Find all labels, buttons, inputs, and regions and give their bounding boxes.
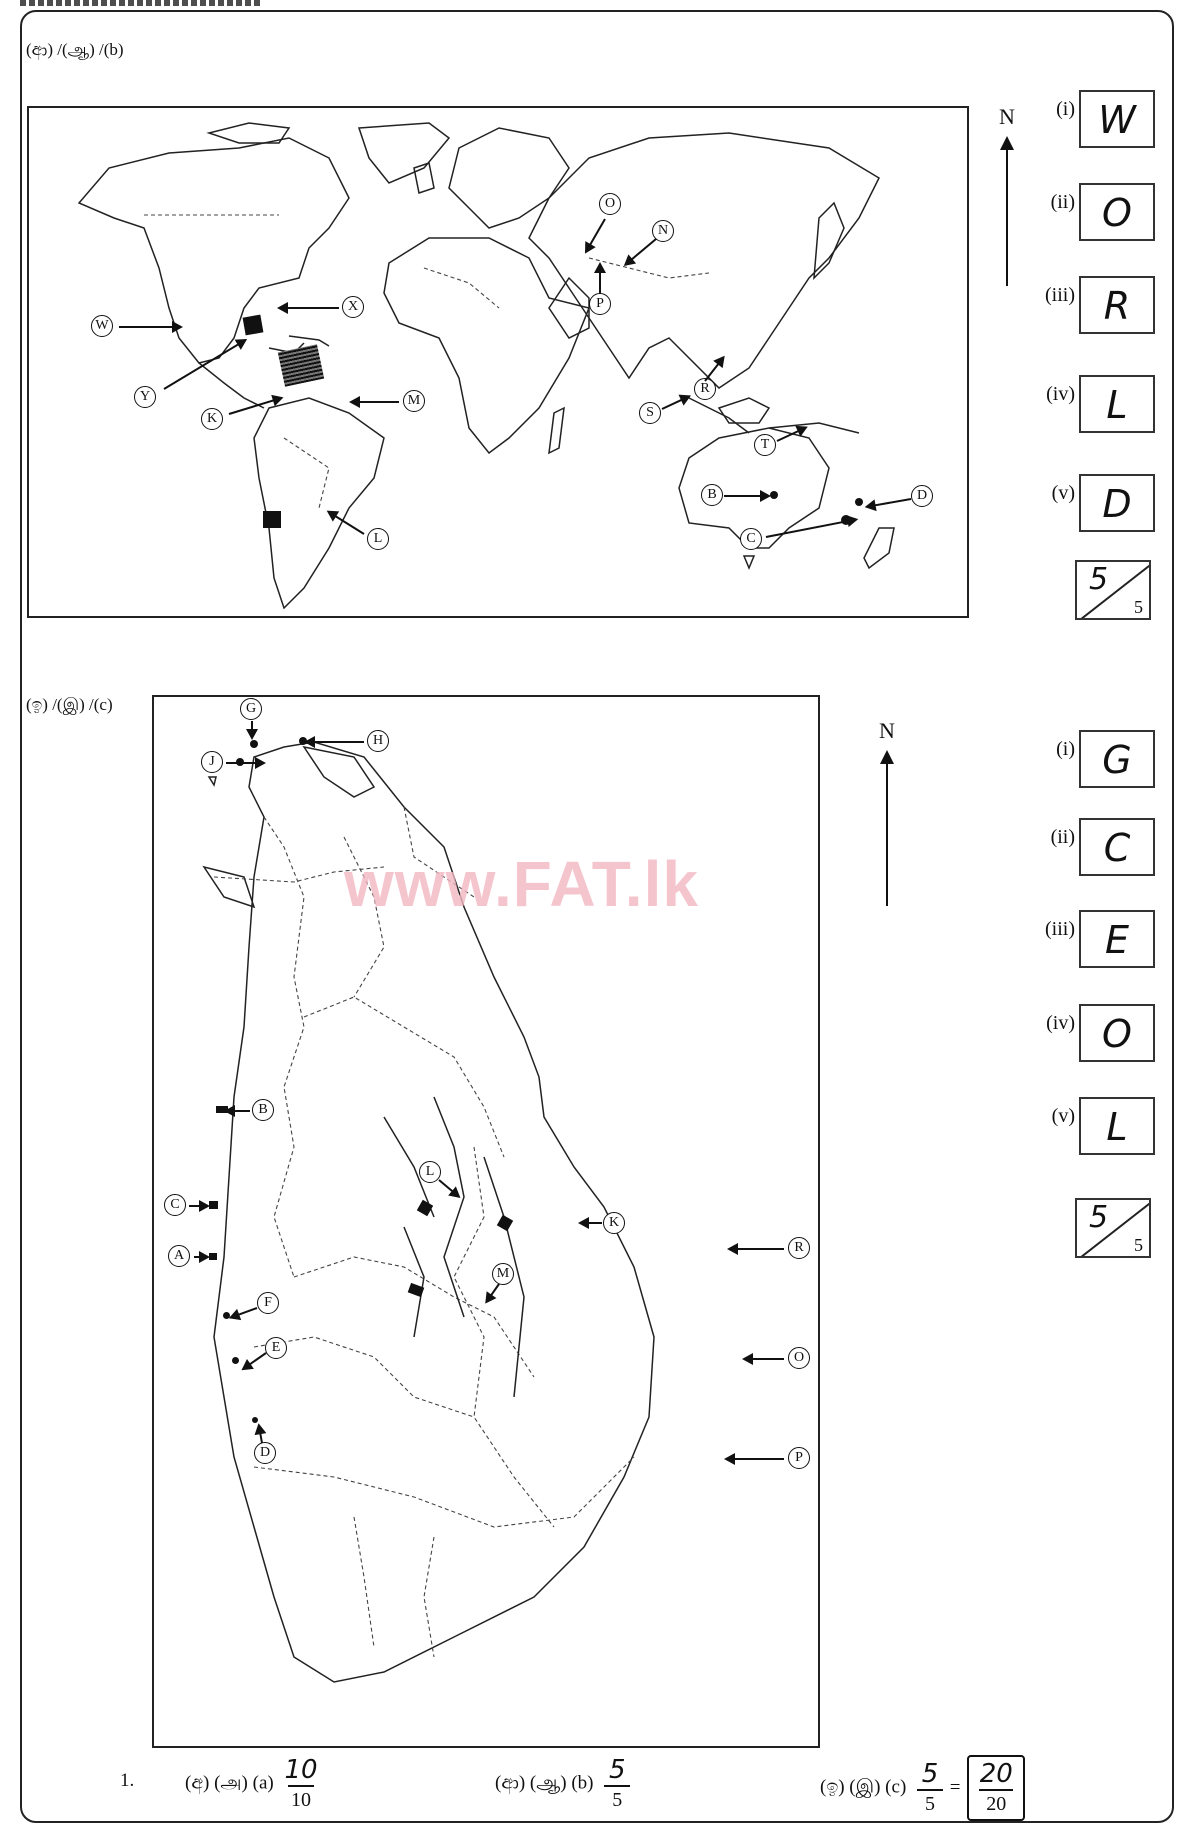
lk-label-f: F (257, 1292, 279, 1314)
lk-label-k: K (603, 1212, 625, 1234)
lk-label-d: D (254, 1442, 276, 1464)
answer-c-i: (i) G (1020, 730, 1155, 790)
marker-dot-b (770, 491, 778, 499)
question-number: 1. (120, 1770, 135, 1791)
arrow-o-lk (744, 1358, 784, 1360)
marker-dot-d (252, 1417, 258, 1423)
cropped-page-header (20, 0, 260, 6)
summary-part-a: (අ) (அ) (a) $\frac{10}{10}$ (185, 1755, 318, 1811)
answer-b-iii: (iii) R (1020, 276, 1155, 336)
world-label-w: W (91, 315, 113, 337)
world-label-b: B (701, 484, 723, 506)
marker-dot-d (855, 498, 863, 506)
arrow-k-lk (580, 1222, 602, 1224)
marker-dot-g (250, 740, 258, 748)
answer-c-iv: (iv) O (1020, 1004, 1155, 1064)
marker-dot-e (232, 1357, 239, 1364)
north-label: N (879, 718, 895, 743)
marker-square-k (243, 315, 264, 336)
world-label-c: C (740, 528, 762, 550)
lk-label-l: L (419, 1161, 441, 1183)
arrow-p (599, 264, 601, 294)
north-label: N (999, 104, 1015, 129)
section-b-label: (ආ) /(ஆ) /(b) (26, 40, 124, 59)
arrow-j (226, 762, 264, 764)
arrow-g (251, 721, 253, 738)
total-score-box: $\frac{20}{20}$ (967, 1755, 1025, 1821)
section-c-label: (ඉ) /(இ) /(c) (26, 695, 113, 714)
section-b-score-box: 5 5 (1075, 560, 1151, 620)
world-label-m: M (403, 390, 425, 412)
lk-label-e: E (265, 1337, 287, 1359)
lk-label-p: P (788, 1447, 810, 1469)
part-c-score: $\frac{5}{5}$ (917, 1759, 943, 1817)
section-c-score-box: 5 5 (1075, 1198, 1151, 1258)
arrow-a-lk (194, 1256, 208, 1258)
answer-b-iv: (iv) L (1020, 375, 1155, 435)
answer-box[interactable]: W (1079, 90, 1155, 148)
world-label-n: N (652, 220, 674, 242)
answer-c-ii: (ii) C (1020, 818, 1155, 878)
answer-box[interactable]: O (1079, 1004, 1155, 1062)
answer-box[interactable]: C (1079, 818, 1155, 876)
answer-box[interactable]: R (1079, 276, 1155, 334)
part-a-score: $\frac{10}{10}$ (284, 1755, 318, 1811)
answer-box[interactable]: E (1079, 910, 1155, 968)
world-map (27, 106, 969, 618)
marker-square-c (209, 1201, 218, 1209)
lk-label-m: M (492, 1263, 514, 1285)
answer-box[interactable]: L (1079, 1097, 1155, 1155)
marker-square-l (263, 511, 281, 528)
world-label-r: R (694, 378, 716, 400)
world-map-outline (29, 108, 969, 618)
answer-c-iii: (iii) E (1020, 910, 1155, 970)
answer-b-ii: (ii) O (1020, 183, 1155, 243)
lk-label-g: G (240, 698, 262, 720)
arrow-h (306, 741, 364, 743)
arrow-r-lk (729, 1248, 784, 1250)
answer-box[interactable]: D (1079, 474, 1155, 532)
world-label-y: Y (134, 386, 156, 408)
arrow-b (724, 495, 769, 497)
summary-part-c: (ඉ) (இ) (c) $\frac{5}{5}$ = $\frac{20}{20}$ (820, 1755, 1025, 1821)
lk-label-j: J (201, 751, 223, 773)
lk-label-a: A (168, 1245, 190, 1267)
world-label-s: S (639, 402, 661, 424)
lk-label-r: R (788, 1237, 810, 1259)
world-label-o: O (599, 193, 621, 215)
arrow-p-lk (726, 1458, 784, 1460)
arrow-w (119, 326, 181, 328)
world-label-k: K (201, 408, 223, 430)
watermark: www.FAT.lk (344, 848, 699, 920)
arrow-b-lk (226, 1110, 250, 1112)
part-b-score: $\frac{5}{5}$ (604, 1755, 630, 1813)
lk-label-c: C (164, 1194, 186, 1216)
world-label-t: T (754, 434, 776, 456)
answer-b-v: (v) D (1020, 474, 1155, 534)
lk-label-o: O (788, 1347, 810, 1369)
world-label-d: D (911, 485, 933, 507)
arrow-x (279, 307, 339, 309)
world-label-x: X (342, 296, 364, 318)
north-arrow-sri-lanka (870, 718, 904, 908)
marker-square-a (209, 1253, 217, 1260)
world-label-p: P (589, 293, 611, 315)
arrow-m (351, 401, 399, 403)
lk-label-h: H (367, 730, 389, 752)
summary-part-b: (ආ) (ஆ) (b) $\frac{5}{5}$ (495, 1755, 630, 1813)
north-arrow-world (990, 104, 1024, 289)
answer-b-i: (i) W (1020, 90, 1155, 150)
lk-label-b: B (252, 1099, 274, 1121)
answer-box[interactable]: O (1079, 183, 1155, 241)
sri-lanka-map (152, 695, 820, 1748)
arrow-c-lk (189, 1205, 208, 1207)
answer-box[interactable]: G (1079, 730, 1155, 788)
world-label-l: L (367, 528, 389, 550)
answer-c-v: (v) L (1020, 1097, 1155, 1157)
answer-box[interactable]: L (1079, 375, 1155, 433)
